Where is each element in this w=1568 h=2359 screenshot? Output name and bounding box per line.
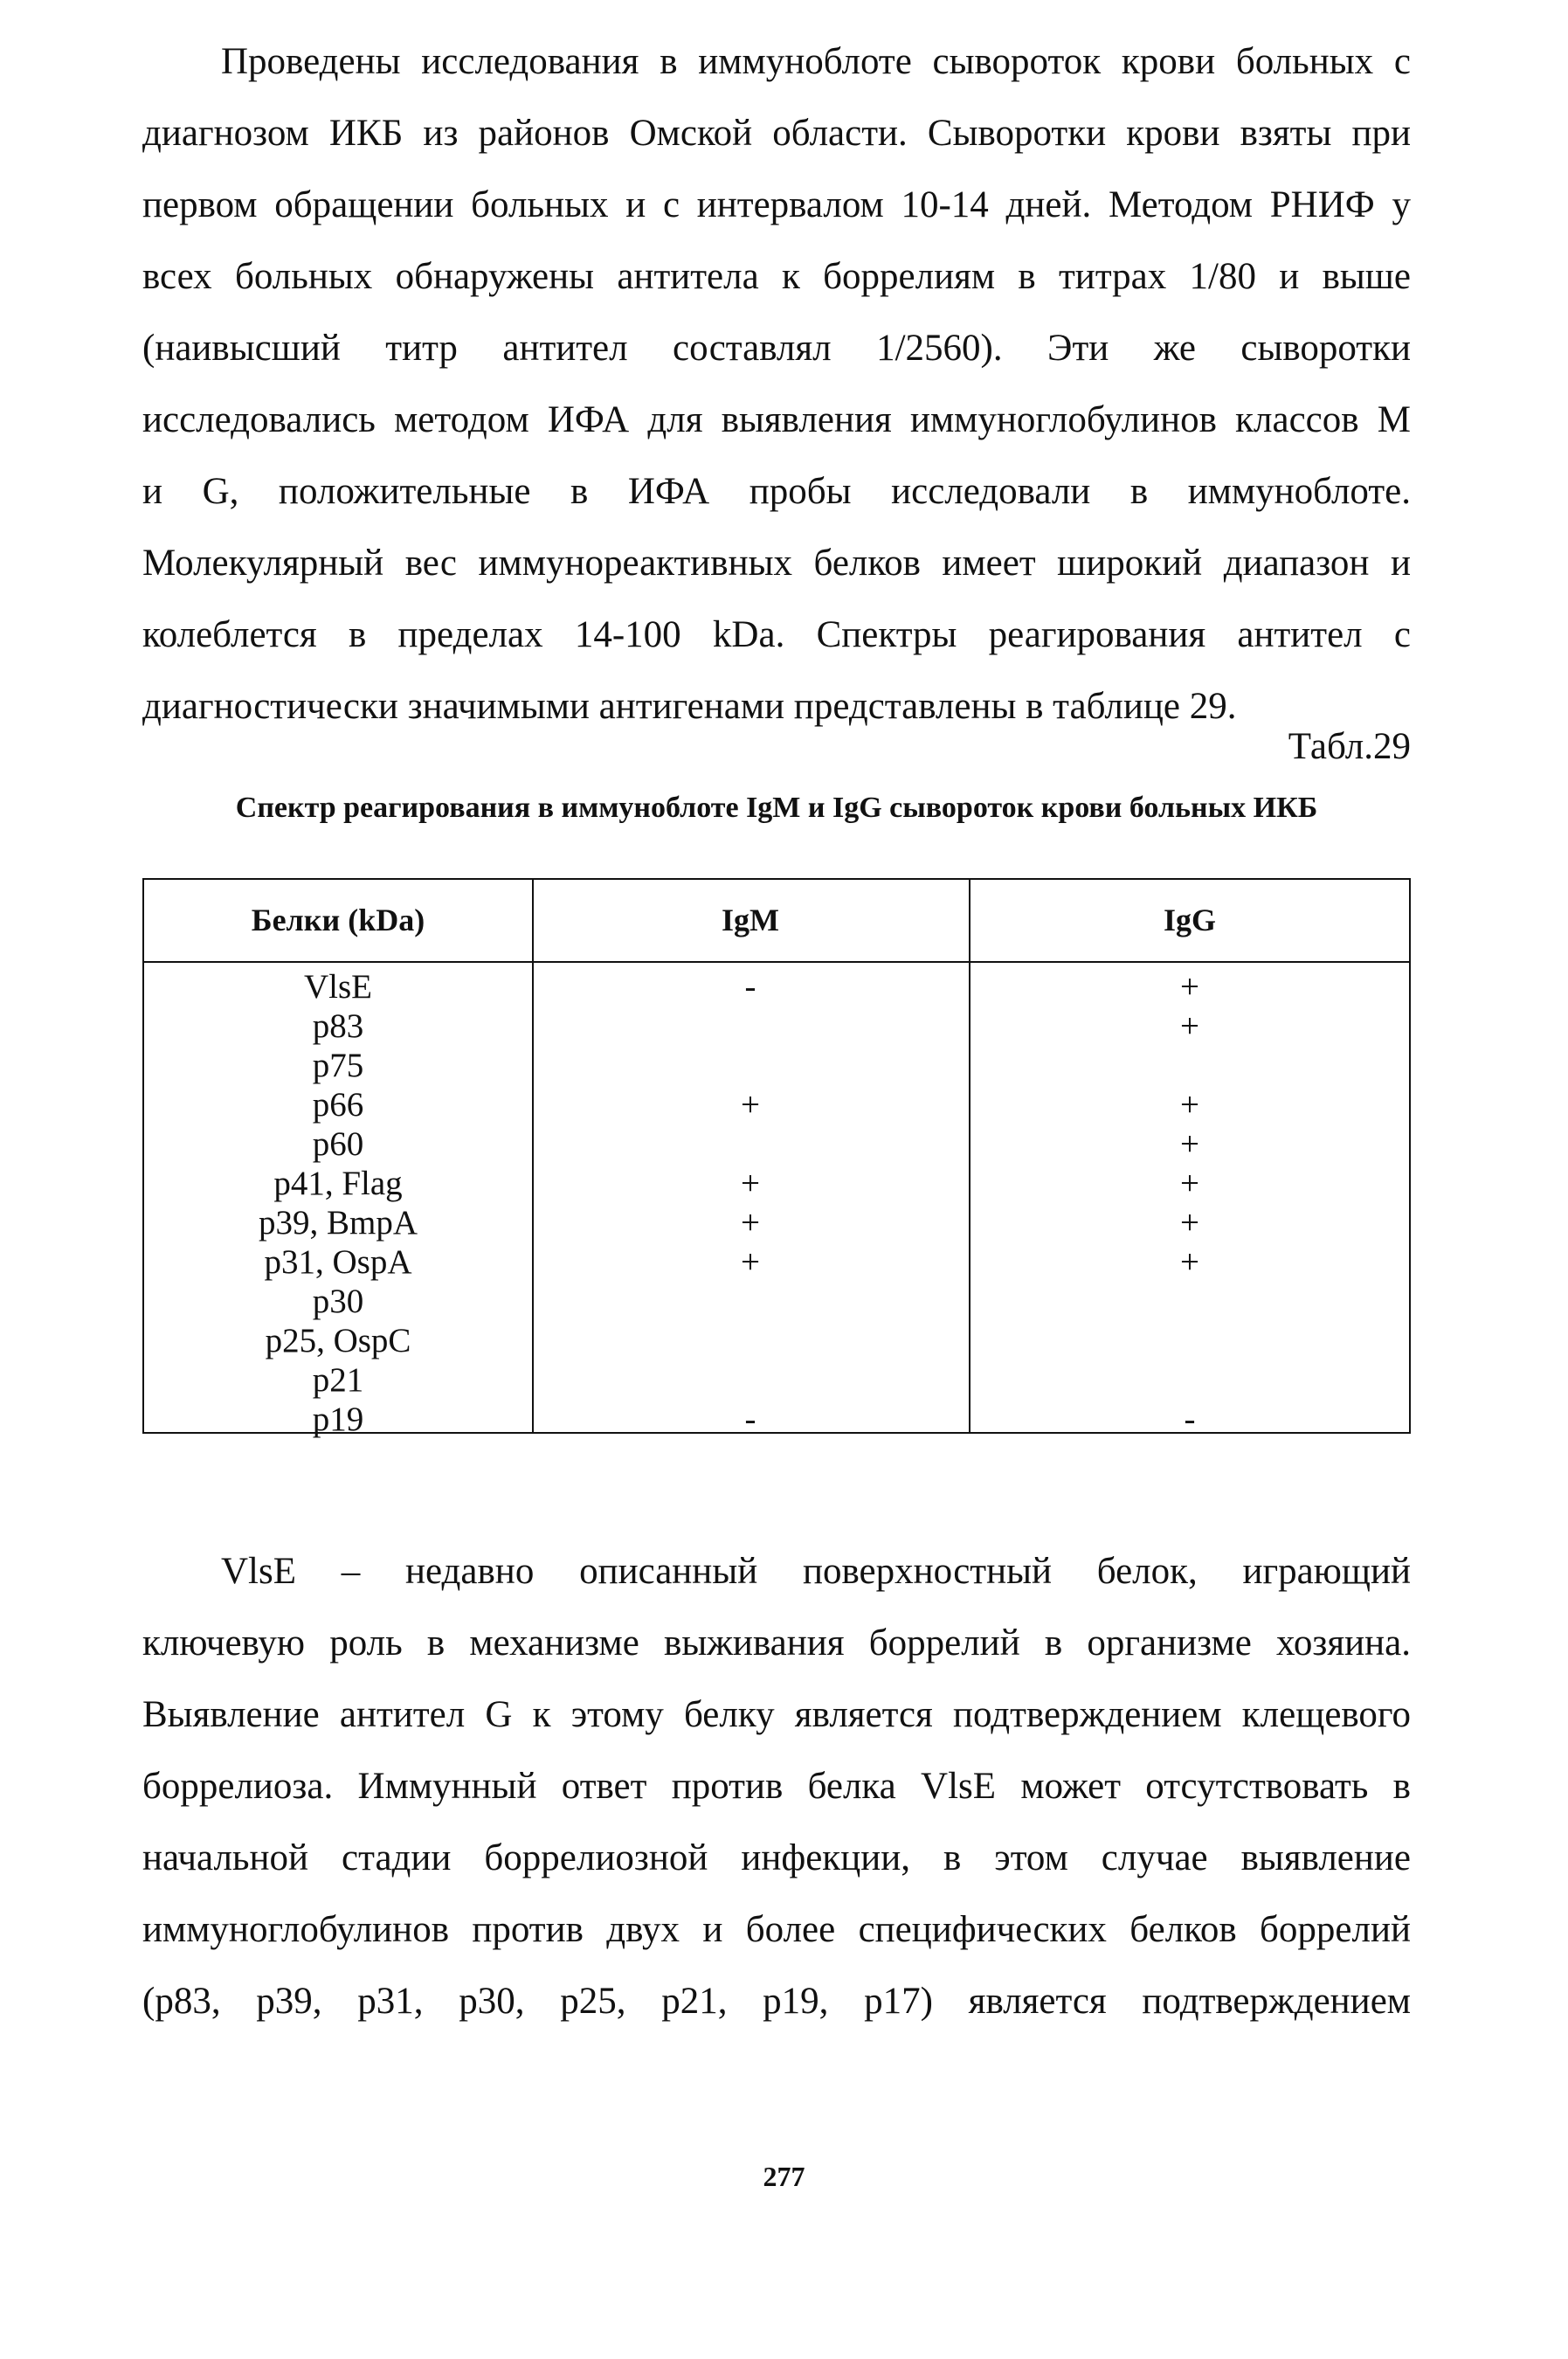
- column-igm: [532, 967, 969, 1439]
- text-line: диагностически значимыми антигенами представлены в таблице 29.: [142, 686, 1237, 727]
- table-cell-igg: +: [1180, 1125, 1199, 1163]
- table-cell-protein: p83: [312, 1007, 364, 1045]
- text-line: Выявление антител G к этому белку является подтверждением клещевого: [142, 1694, 1411, 1735]
- table-cell-igg: -: [1184, 1401, 1196, 1438]
- table-cell-igg: [969, 1360, 1411, 1400]
- table-cell-igg: +: [1180, 1204, 1199, 1242]
- table-cell-protein: p31, OspA: [264, 1243, 412, 1281]
- paragraph-vlse: [142, 1536, 1411, 2037]
- table-cell-protein: p21: [312, 1361, 364, 1399]
- table-cell-igm: [532, 1282, 969, 1321]
- table-number-label: Табл.29: [1288, 726, 1411, 767]
- text-line: Проведены исследования в иммуноблоте сывороток крови больных с: [221, 41, 1411, 82]
- table-cell-igm: [532, 1360, 969, 1400]
- text-line: иммуноглобулинов против двух и более специфических белков боррелий: [142, 1909, 1411, 1950]
- text-line: боррелиоза. Иммунный ответ против белка VlsE может отсутствовать в: [142, 1766, 1411, 1807]
- table-cell-igg: +: [1180, 1165, 1199, 1202]
- table-cell-protein: p39, BmpA: [258, 1204, 418, 1242]
- table-cell-igm: -: [744, 1401, 756, 1438]
- table-cell-igg: +: [1180, 1243, 1199, 1281]
- table-cell-protein: VlsE: [304, 968, 372, 1006]
- table-cell-igg: +: [1180, 1086, 1199, 1124]
- table-cell-protein: p25, OspC: [265, 1322, 411, 1359]
- text-line: ключевую роль в механизме выживания боррелий в организме хозяина.: [142, 1622, 1411, 1664]
- table-cell-protein: p19: [312, 1401, 364, 1438]
- table-cell-protein: p66: [312, 1086, 364, 1124]
- table-cell-igm: +: [741, 1243, 760, 1281]
- text-line: начальной стадии боррелиозной инфекции, в этом случае выявление: [142, 1837, 1411, 1878]
- header-proteins: Белки (kDa): [251, 903, 425, 937]
- table-cell-igg: [969, 1282, 1411, 1321]
- text-line: и G, положительные в ИФА пробы исследовали в иммуноблоте.: [142, 471, 1411, 512]
- column-proteins: [144, 967, 532, 1439]
- header-igm: IgM: [722, 903, 779, 937]
- text-line: исследовались методом ИФА для выявления иммуноглобулинов классов М: [142, 399, 1411, 440]
- text-line: VlsE – недавно описанный поверхностный белок, играющий: [221, 1551, 1411, 1592]
- table-cell-igg: +: [1180, 968, 1199, 1006]
- table-cell-igm: [532, 1124, 969, 1164]
- table-cell-protein: p75: [312, 1047, 364, 1084]
- text-line: колеблется в пределах 14-100 kDa. Спектры реагирования антител с: [142, 614, 1411, 655]
- text-line: первом обращении больных и с интервалом 10-14 дней. Методом РНИФ у: [142, 184, 1411, 225]
- paragraph-intro: [142, 26, 1411, 743]
- table-cell-protein: p60: [312, 1125, 364, 1163]
- column-igg: [969, 967, 1411, 1439]
- table-cell-igm: +: [741, 1086, 760, 1124]
- page-number: 277: [763, 2161, 805, 2192]
- text-line: всех больных обнаружены антитела к боррелиям в титрах 1/80 и выше: [142, 256, 1411, 297]
- table-cell-igg: [969, 1046, 1411, 1085]
- table-cell-igm: -: [744, 968, 756, 1006]
- text-line: (наивысший титр антител составлял 1/2560). Эти же сыворотки: [142, 328, 1411, 369]
- table-cell-igm: [532, 1007, 969, 1046]
- table-cell-igm: [532, 1321, 969, 1360]
- table-cell-protein: p41, Flag: [273, 1165, 403, 1202]
- text-line: диагнозом ИКБ из районов Омской области. Сыворотки крови взяты при: [142, 113, 1411, 154]
- table-caption: Спектр реагирования в иммуноблоте IgM и IgG сывороток крови больных ИКБ: [235, 792, 1318, 824]
- text-line: (p83, p39, p31, p30, p25, p21, p19, p17) является подтверждением: [142, 1981, 1411, 2022]
- table-cell-igm: +: [741, 1204, 760, 1242]
- header-igg: IgG: [1163, 903, 1216, 937]
- table-cell-igm: [532, 1046, 969, 1085]
- table-cell-igm: +: [741, 1165, 760, 1202]
- table-cell-igg: [969, 1321, 1411, 1360]
- table-cell-protein: p30: [312, 1283, 364, 1320]
- protein-reactivity-table: [142, 878, 1411, 1438]
- text-line: Молекулярный вес иммунореактивных белков имеет широкий диапазон и: [142, 543, 1411, 584]
- table-cell-igg: +: [1180, 1007, 1199, 1045]
